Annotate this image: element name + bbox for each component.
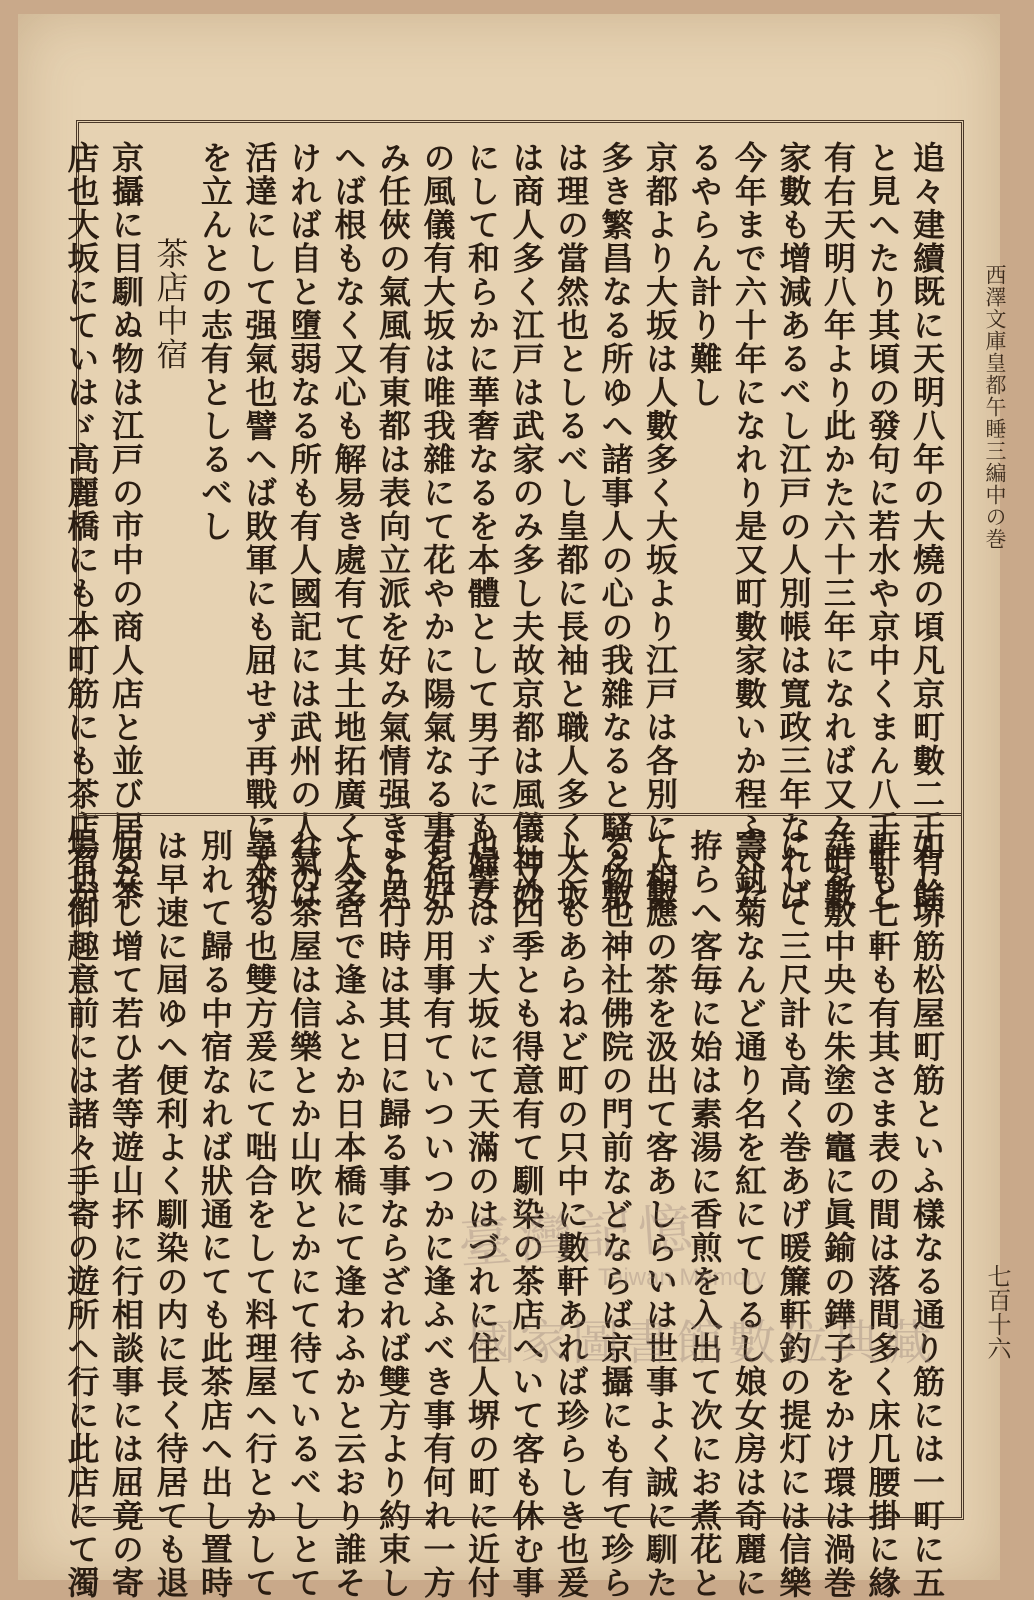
text-column: は商人多く江戸は武家のみ多し夫故京都は風儀神妙 — [507, 141, 546, 912]
top-text-block — [62, 141, 949, 912]
text-column: 軒も七軒も有其さま表の間は落間多く床几腰掛に緣 — [863, 829, 902, 1600]
text-column: 有何か用事有ていついつかに逢ふべき事有何れ一方 — [418, 829, 457, 1600]
text-column: 今年まで六十年になれり是又町數家數いか程ふへた — [730, 141, 768, 912]
text-column: を立んとの志有としるべし — [196, 141, 234, 543]
text-column: れの茶屋は信樂とか山吹とかにて待ているべしとて — [285, 829, 323, 1600]
text-column: は理の當然也としるべし皇都に長袖と職人多く大坂 — [552, 141, 590, 912]
text-column: に又四季とも得意有て馴染の茶店へいて客も休む事 — [507, 829, 546, 1600]
text-column: 多き繁昌なる所ゆへ諸事人の心の我雜なると騷々敷 — [596, 141, 635, 912]
text-column: 活達にして强氣也譬へば敗軍にも屈せず再戰に大功 — [240, 141, 279, 912]
horizontal-divider — [79, 813, 961, 816]
page-number: 七百十六 — [983, 1264, 1011, 1360]
section-title: 茶店中宿 — [151, 237, 190, 371]
text-column: 如し堺筋松屋町筋といふ樣なる通り筋には一町に五 — [908, 829, 946, 1600]
text-column: にして三尺計も高く巻あげ暖簾軒釣の提灯には信樂 — [774, 829, 813, 1600]
text-column: 追々建續既に天明八年の大燒の頃凡京町數二千有餘 — [908, 141, 946, 912]
text-column: ければ自と墮弱なる所も有人國記には武州の人氣は — [285, 141, 323, 912]
text-column: 也譬はゞ大坂にて天滿のはづれに住人堺の町に近付 — [463, 829, 501, 1600]
text-column: 壽釻菊なんど通り名を紅にてしるし娘女房は奇麗に — [730, 829, 768, 1600]
watermark-library-name: 國家圖書館數位典藏 — [468, 1315, 937, 1371]
text-column: と見へたり其頃の發句に若水や京中くまん八千軒と — [863, 141, 902, 912]
text-column: へば根もなく又心も解易き處有て其土地拓廣く人多 — [329, 141, 368, 912]
text-column: しくもあらねど町の只中に數軒あれば珍らしき也爰 — [552, 829, 590, 1600]
text-column: 別れて歸る中宿なれば狀通にても此茶店へ出し置時 — [196, 829, 234, 1600]
text-column: 京攝に目馴ぬ物は江戸の市中の商人店と並び居る茶 — [107, 141, 145, 912]
text-column: る物也神社佛院の門前などならば京攝にも有て珍ら — [596, 829, 635, 1600]
bottom-text-block — [62, 829, 949, 1600]
book-page — [18, 14, 1011, 1600]
text-column: て相應の茶を汲出て客あしらいは世事よく誠に馴た — [641, 829, 679, 1600]
text-column: より行時は其日に歸る事ならざれば雙方より約束し — [374, 829, 412, 1600]
text-column: て今宮で逢ふとか日本橋にて逢わふかと云おり誰そ — [329, 829, 368, 1600]
text-column: 場也御趣意前には諸々手寄の遊所へ行に此店にて濁 — [62, 829, 101, 1600]
text-column: 莚を敷中央に朱塗の竈に眞鍮の鏵子をかけ環は渦巻 — [819, 829, 857, 1600]
text-column: み任俠の氣風有東都は表向立派を好み氣情强きと思 — [374, 141, 412, 912]
running-title: 西澤文庫皇都午睡三編中の巻 — [983, 264, 1007, 550]
text-column: にして和らかに華奢なるを本體として男子にも婦女 — [463, 141, 501, 912]
text-column: 有右天明八年より此かた六十三年になれば又々町數 — [819, 141, 857, 912]
watermark-subtitle: Taiwan Memory — [598, 1264, 767, 1291]
watermark-stamp: 臺灣記憶 — [456, 1196, 701, 1277]
text-column: は早速に屆ゆへ便利よく馴染の内に長く待居ても退 — [151, 829, 190, 1600]
text-column: 屈なし增て若ひ者等遊山抔に行相談事には屈竟の寄 — [107, 829, 145, 1600]
text-column: るやらん計り難し — [685, 141, 724, 409]
text-column: の風儀有大坂は唯我雜にて花やかに陽氣なる事を好 — [418, 141, 457, 912]
text-column: 拵らへ客毎に始は素湯に香煎を入出て次にお煮花と — [685, 829, 724, 1600]
text-column: 店也大坂にていはゞ高麗橋にも本町筋にも茶店有が — [62, 141, 101, 912]
text-column: 家數も增減あるべし江戸の人別帳は寬政三年なれば — [774, 141, 813, 912]
text-column: 尋來る也雙方爰にて咄合をして料理屋へ行とかして — [240, 829, 279, 1600]
text-column: 京都より大坂は人數多く大坂より江戸は各別に人數 — [641, 141, 679, 912]
